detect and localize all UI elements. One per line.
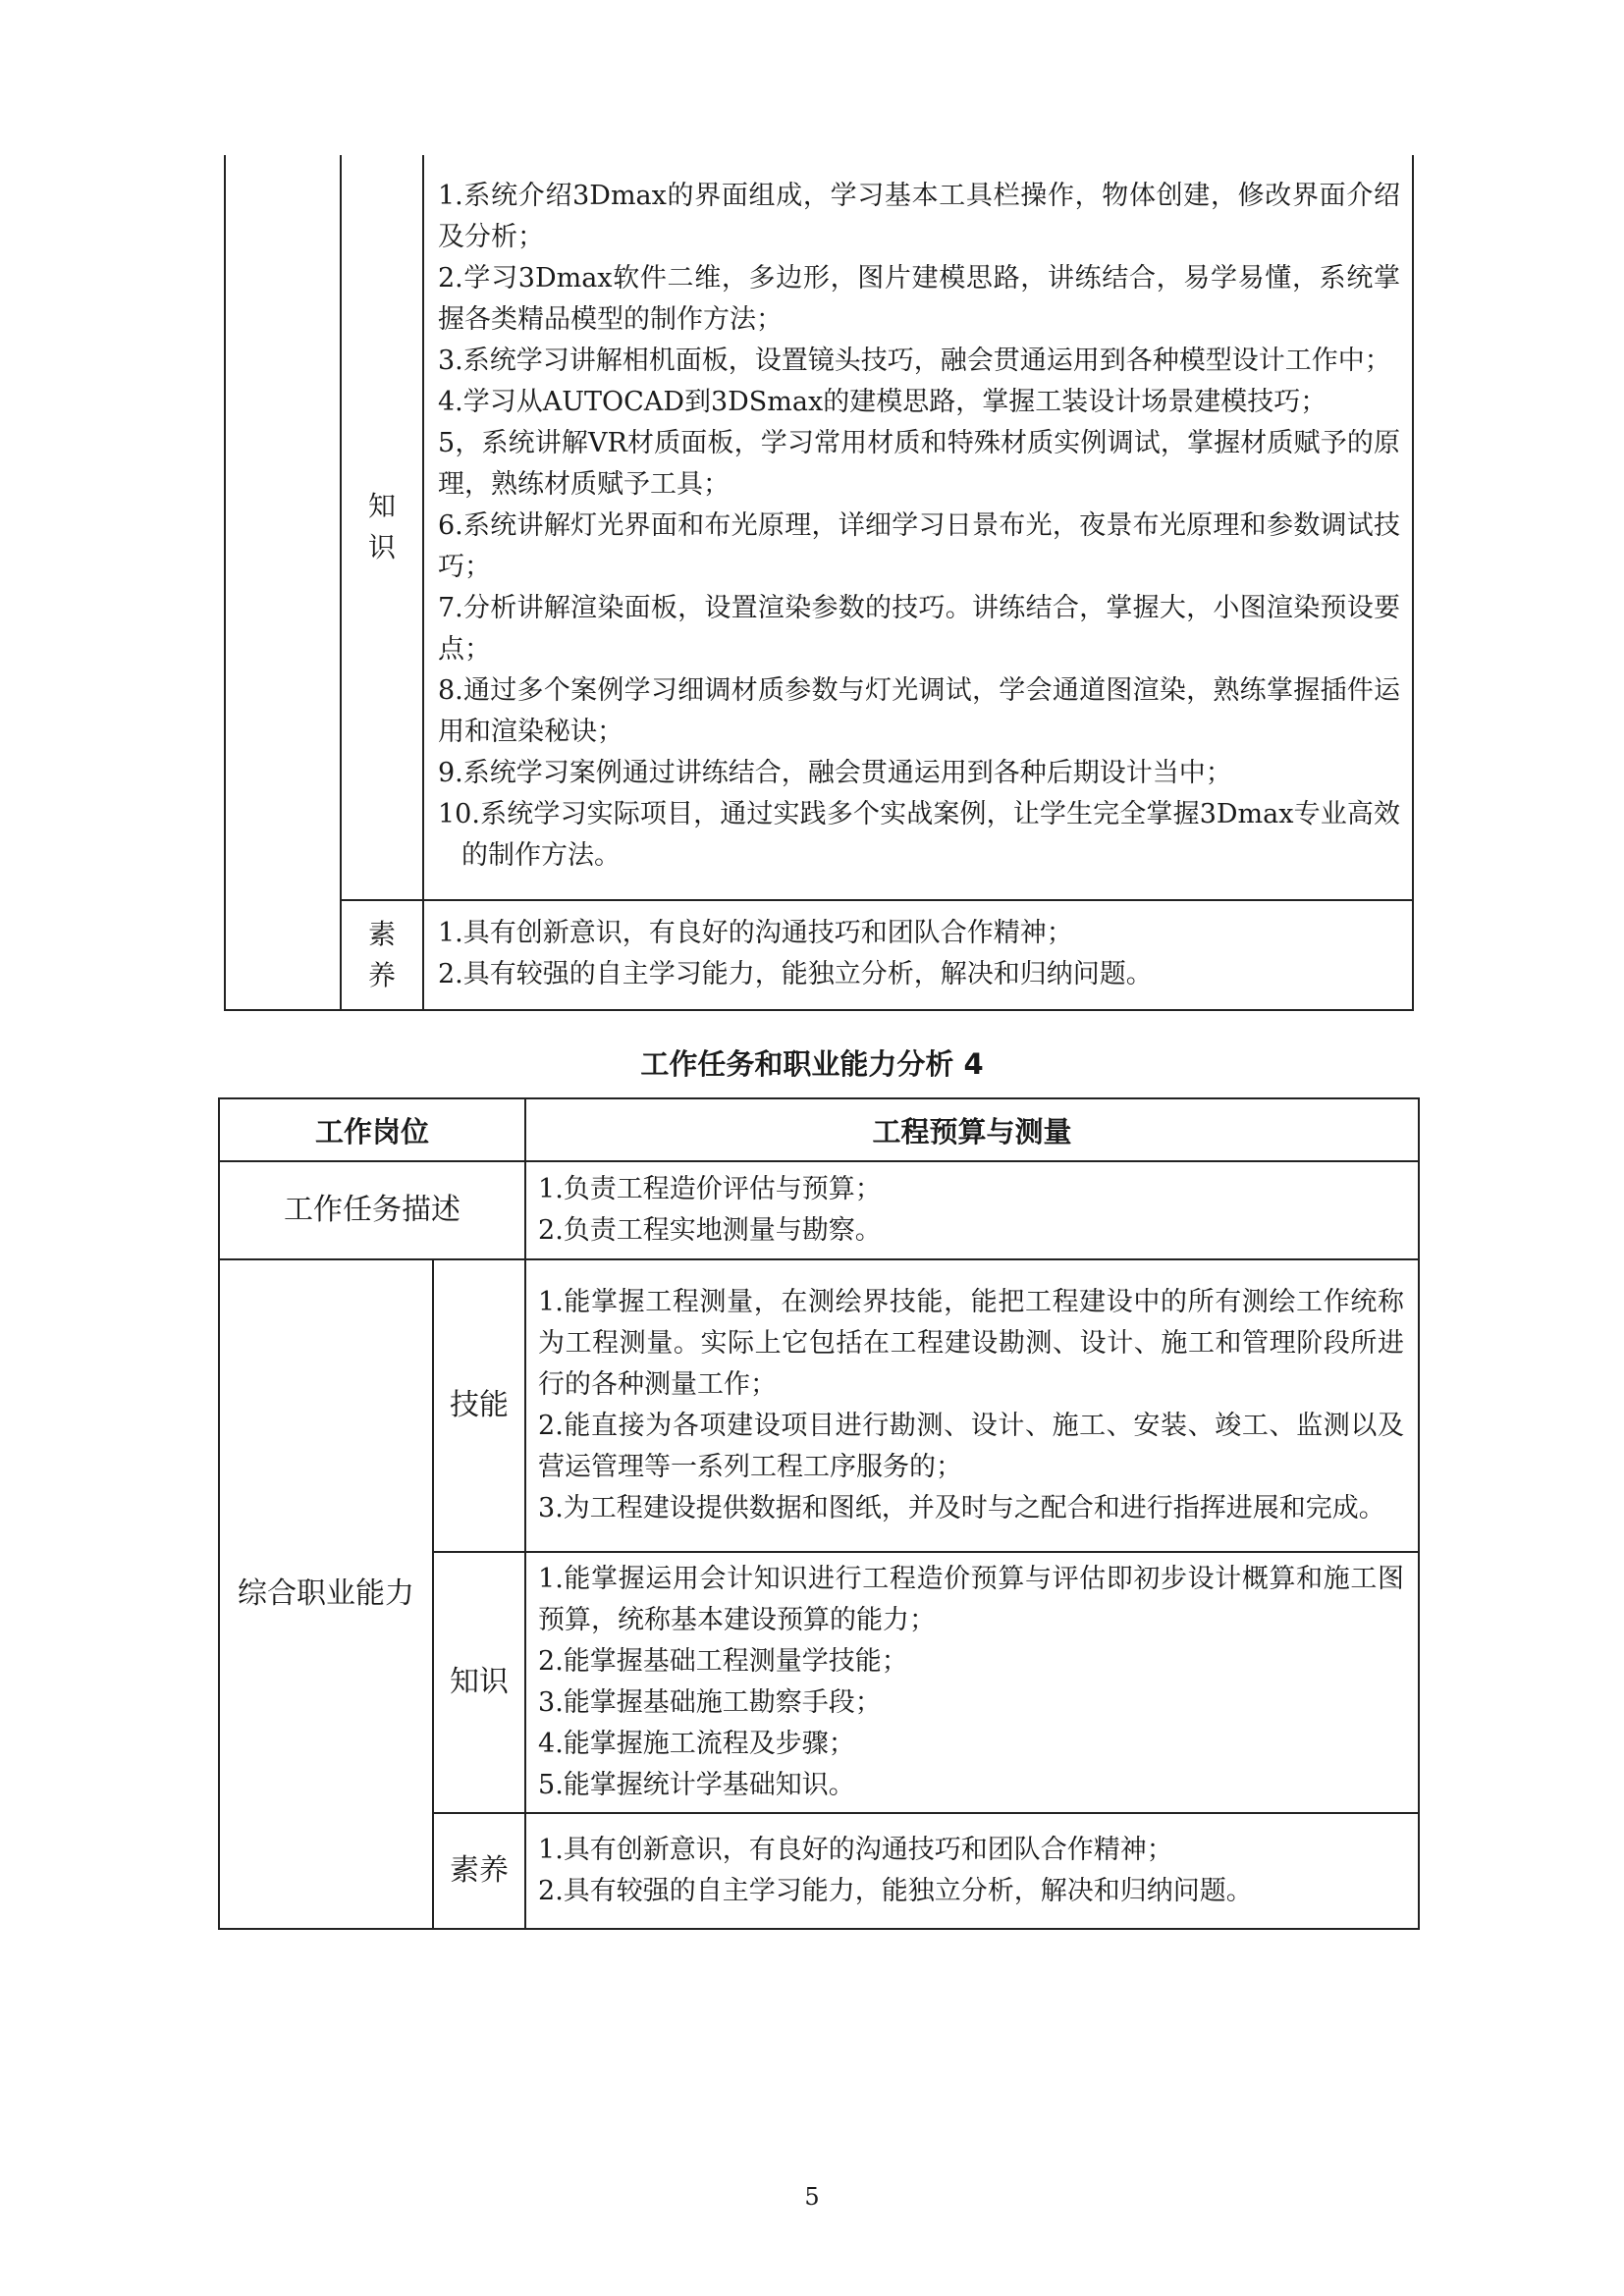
ability-label: 综合职业能力 <box>219 1259 433 1929</box>
list-item: 4.能掌握施工流程及步骤； <box>538 1729 855 1759</box>
list-item: 3.为工程建设提供数据和图纸，并及时与之配合和进行指挥进展和完成。 <box>538 1493 1385 1523</box>
task-label: 工作任务描述 <box>219 1161 525 1259</box>
list-item: 5，系统讲解VR材质面板，学习常用材质和特殊材质实例调试，掌握材质赋予的原理，熟练材质赋予工具； <box>438 428 1400 500</box>
skill-content <box>525 1259 1419 1552</box>
list-item: 1.具有创新意识，有良好的沟通技巧和团队合作精神； <box>538 1835 1173 1865</box>
list-item: 9.系统学习案例通过讲练结合，融会贯通运用到各种后期设计当中； <box>438 758 1232 788</box>
list-item: 3.能掌握基础施工勘察手段； <box>538 1687 882 1718</box>
ability-analysis-table <box>218 1097 1420 1930</box>
list-item: 2.负责工程实地测量与勘察。 <box>538 1215 882 1246</box>
list-item: 6.系统讲解灯光界面和布光原理，详细学习日景布光，夜景布光原理和参数调试技巧； <box>438 510 1400 582</box>
list-item: 2.能掌握基础工程测量学技能； <box>538 1646 908 1677</box>
list-item: 2.具有较强的自主学习能力，能独立分析，解决和归纳问题。 <box>438 959 1153 989</box>
list-item: 4.学习从AUTOCAD到3DSmax的建模思路，掌握工装设计场景建模技巧； <box>438 387 1327 417</box>
list-item: 8.通过多个案例学习细调材质参数与灯光调试，学会通道图渲染，熟练掌握插件运用和渲染秘诀； <box>438 675 1400 747</box>
quality-label: 素 养 <box>341 900 423 1010</box>
list-item: 1.系统介绍3Dmax的界面组成，学习基本工具栏操作，物体创建，修改界面介绍及分析； <box>438 181 1400 252</box>
list-item: 10.系统学习实际项目，通过实践多个实战案例，让学生完全掌握3Dmax专业高效的制作方法。 <box>438 799 1400 871</box>
list-item: 5.能掌握统计学基础知识。 <box>538 1770 855 1800</box>
list-item: 1.具有创新意识，有良好的沟通技巧和团队合作精神； <box>438 918 1073 948</box>
header-position-label: 工作岗位 <box>219 1098 525 1161</box>
quality-label: 素养 <box>433 1813 525 1929</box>
list-item: 2.能直接为各项建设项目进行勘测、设计、施工、安装、竣工、监测以及营运管理等一系列工程工序服务的； <box>538 1411 1405 1482</box>
list-item: 2.学习3Dmax软件二维，多边形，图片建模思路，讲练结合，易学易懂，系统掌握各类精品模型的制作方法； <box>438 263 1400 335</box>
list-item: 7.分析讲解渲染面板，设置渲染参数的技巧。讲练结合，掌握大，小图渲染预设要点； <box>438 593 1400 665</box>
quality-content <box>423 900 1413 1010</box>
knowledge-content <box>525 1552 1419 1813</box>
knowledge-label: 知识 <box>433 1552 525 1813</box>
list-item: 1.能掌握运用会计知识进行工程造价预算与评估即初步设计概算和施工图预算，统称基本建设预算的能力； <box>538 1564 1405 1635</box>
knowledge-label: 知 识 <box>341 155 423 900</box>
header-position-value: 工程预算与测量 <box>525 1098 1419 1161</box>
quality-content <box>525 1813 1419 1929</box>
ability-column-continued <box>225 155 341 1010</box>
list-item: 3.系统学习讲解相机面板，设置镜头技巧，融会贯通运用到各种模型设计工作中； <box>438 346 1391 376</box>
knowledge-content <box>423 155 1413 900</box>
task-content <box>525 1161 1419 1259</box>
list-item: 2.具有较强的自主学习能力，能独立分析，解决和归纳问题。 <box>538 1876 1253 1906</box>
table-title: 工作任务和职业能力分析 4 <box>640 1047 984 1081</box>
list-item: 1.能掌握工程测量，在测绘界技能，能把工程建设中的所有测绘工作统称为工程测量。实际上它包括在工程建设勘测、设计、施工和管理阶段所进行的各种测量工作； <box>538 1287 1405 1400</box>
skill-label: 技能 <box>433 1259 525 1552</box>
ability-table-continued <box>224 155 1414 1011</box>
page-number: 5 <box>804 2183 820 2211</box>
list-item: 1.负责工程造价评估与预算； <box>538 1174 882 1204</box>
